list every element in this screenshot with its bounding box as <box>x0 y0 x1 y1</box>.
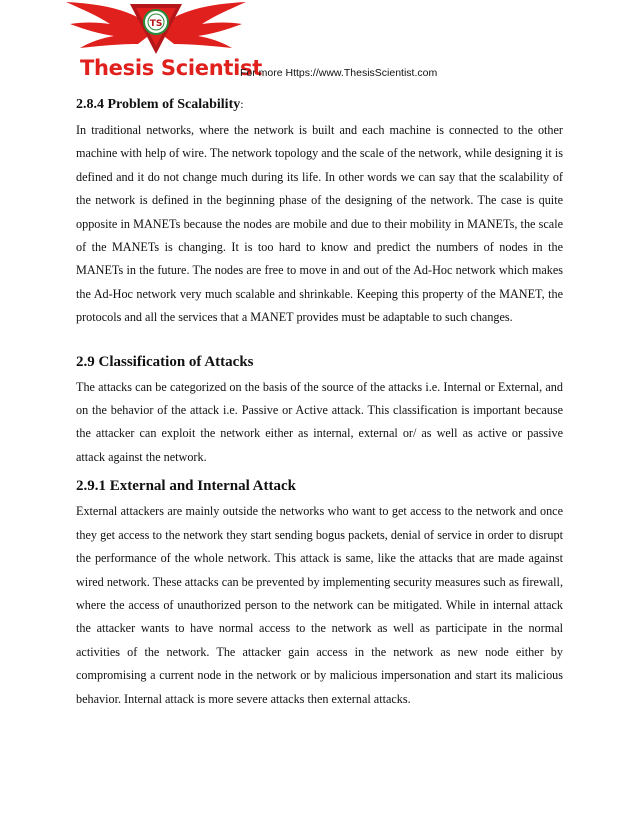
page-header <box>0 0 638 90</box>
brand-name: Thesis Scientist <box>80 56 262 80</box>
logo-monogram: TS <box>149 19 163 29</box>
document-body <box>76 95 563 711</box>
paragraph-classification: The attacks can be categorized on the basis of the source of the attacks i.e. Internal or External, and on the behavior of the attack i.e. Passive or Active attack. This classification is important because the attacker can exploit the network either as internal, external or/ as well as active or passive attack against the network. <box>76 379 563 464</box>
header-tagline: For more Https://www.ThesisScientist.com <box>240 67 438 79</box>
heading-colon: : <box>240 97 244 111</box>
paragraph-external-internal: External attackers are mainly outside the networks who want to get access to the network and once they get access to the network they start sending bogus packets, denial of service in order to disrupt the performance of the whole network. This attack is same, like the attacks that are made against wired network. These attacks can be prevented by implementing security measures such as firewall, where the access of unauthorized person to the network can be mitigated. While in internal attack the attacker wants to have normal access to the network as well as participate in the normal activities of the network. The attacker gain access in the network as new node either by compromising a current node in the network or by malicious impersonation and start its malicious behavior. Internal attack is more severe attacks then external attacks. <box>76 504 563 706</box>
paragraph-scalability: In traditional networks, where the network is built and each machine is connected to the other machine with help of wire. The network topology and the scale of the network, while designing it is defined and it do not change much during its life. In other words we can say that the scalability of the network is defined in the beginning phase of the designing of the network. The case is quite opposite in MANETs because the nodes are mobile and due to their mobility in MANETs, the scale of the MANETs is changing. It is too hard to know and predict the numbers of nodes in the MANETs in the future. The nodes are free to move in and out of the Ad-Hoc network which makes the Ad-Hoc network very much scalable and shrinkable. Keeping this property of the MANET, the protocols and all the services that a MANET provides must be adaptable to such changes. <box>76 123 563 325</box>
section-heading-classification: 2.9 Classification of Attacks <box>76 353 254 370</box>
section-heading-external-internal: 2.9.1 External and Internal Attack <box>76 478 297 495</box>
heading-text: 2.8.4 Problem of Scalability <box>76 97 241 112</box>
thesis-scientist-logo-icon <box>64 0 248 64</box>
section-heading-scalability <box>76 95 563 113</box>
